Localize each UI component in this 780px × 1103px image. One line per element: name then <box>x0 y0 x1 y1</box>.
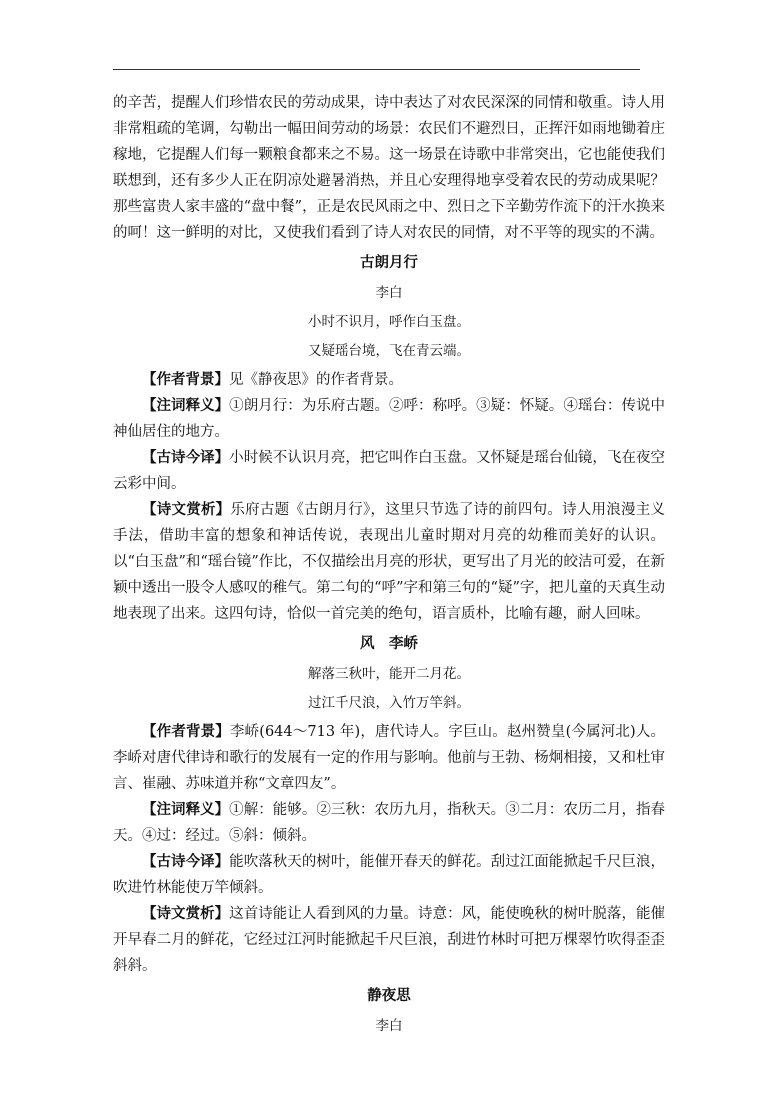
poem2-translation-label: 【古诗今译】 <box>142 853 230 870</box>
header-rule <box>113 69 640 70</box>
poem2-analysis-label: 【诗文赏析】 <box>142 905 230 922</box>
poem1-line-1: 小时不识月，呼作白玉盘。 <box>308 314 470 330</box>
poem2-analysis <box>113 901 665 979</box>
poem2-line-2: 过江千尺浪，入竹万竿斜。 <box>308 695 470 711</box>
poem2-background <box>113 719 665 797</box>
poem2-title: 风 李峤 <box>360 636 418 652</box>
poem1-background-text: 见《静夜思》的作者背景。 <box>229 372 403 388</box>
poem2-notes <box>113 797 665 849</box>
poem2-analysis-text: 这首诗能让人看到风的力量。诗意：风，能使晚秋的树叶脱落，能催开早春二月的鲜花，它经过江河时能掀起千尺巨浪，刮进竹林时可把万棵翠竹吹得歪歪斜斜。 <box>113 906 665 974</box>
poem2-background-text: 李峤(644～713 年)，唐代诗人。字巨山。赵州赞皇(今属河北)人。李峤对唐代律诗和歌行的发展有一定的作用与影响。他前与王勃、杨炯相接，又和杜审言、崔融、苏味道并称“文章四友”。 <box>113 724 666 792</box>
intro-paragraph: 的辛苦，提醒人们珍惜农民的劳动成果，诗中表达了对农民深深的同情和敬重。诗人用非常粗疏的笔调，勾勒出一幅田间劳动的场景：农民们不避烈日，正挥汗如雨地锄着庄稼地，它提醒人们每一颗粮食都来之不易。这一场景在诗歌中非常突出，它也能使我们联想到，还有多少人正在阴凉处避暑消热，并且心安理得地享受着农民的劳动成果呢？那些富贵人家丰盛的“盘中餐”，正是农民风雨之中、烈日之下辛勤劳作流下的汗水换来的呵！这一鲜明的对比，又使我们看到了诗人对农民的同情，对不平等的现实的不满。 <box>113 95 665 241</box>
poem1-analysis-label: 【诗文赏析】 <box>142 501 231 518</box>
poem2-translation-text: 能吹落秋天的树叶，能催开春天的鲜花。刮过江面能掀起千尺巨浪，吹进竹林能使万竿倾斜。 <box>113 854 665 896</box>
document-body <box>113 90 665 1042</box>
poem3-author: 李白 <box>375 1018 403 1034</box>
poem1-notes-text: ①朗月行：为乐府古题。②呼：称呼。③疑：怀疑。④瑶台：传说中神仙居住的地方。 <box>113 398 665 440</box>
poem1-analysis-text: 乐府古题《古朗月行》，这里只节选了诗的前四句。诗人用浪漫主义手法，借助丰富的想象和神话传说，表现出儿童时期对月亮的幼稚而美好的认识。以“白玉盘”和“瑶台镜”作比，不仅描绘出月亮的形状，更写出了月光的皎洁可爱，在新颖中透出一股令人感叹的稚气。第二句的“呼”字和第三句的“疑”字，把儿童的天真生动地表现了出来。这四句诗，恰似一首完美的绝句，语言质朴，比喻有趣，耐人回味。 <box>113 502 666 622</box>
poem1-background <box>113 367 665 393</box>
poem2-translation <box>113 849 665 901</box>
poem1-translation <box>113 445 665 497</box>
poem2-notes-text: ①解：能够。②三秋：农历九月，指秋天。③二月：农历二月，指春天。④过：经过。⑤斜：倾斜。 <box>113 802 665 844</box>
poem3-title: 静夜思 <box>367 988 411 1004</box>
poem1-notes <box>113 393 665 445</box>
poem1-author: 李白 <box>375 285 403 301</box>
poem2-background-label: 【作者背景】 <box>142 723 230 740</box>
poem1-background-label: 【作者背景】 <box>142 371 229 388</box>
poem2-line-1: 解落三秋叶，能开二月花。 <box>308 666 470 682</box>
poem1-translation-label: 【古诗今译】 <box>142 449 230 466</box>
poem1-title: 古朗月行 <box>360 255 418 271</box>
poem1-notes-label: 【注词释义】 <box>142 397 230 414</box>
poem1-translation-text: 小时候不认识月亮，把它叫作白玉盘。又怀疑是瑶台仙镜，飞在夜空云彩中间。 <box>113 450 665 492</box>
poem1-analysis <box>113 497 665 627</box>
poem2-notes-label: 【注词释义】 <box>142 801 230 818</box>
poem1-line-2: 又疑瑶台境，飞在青云端。 <box>308 343 470 359</box>
